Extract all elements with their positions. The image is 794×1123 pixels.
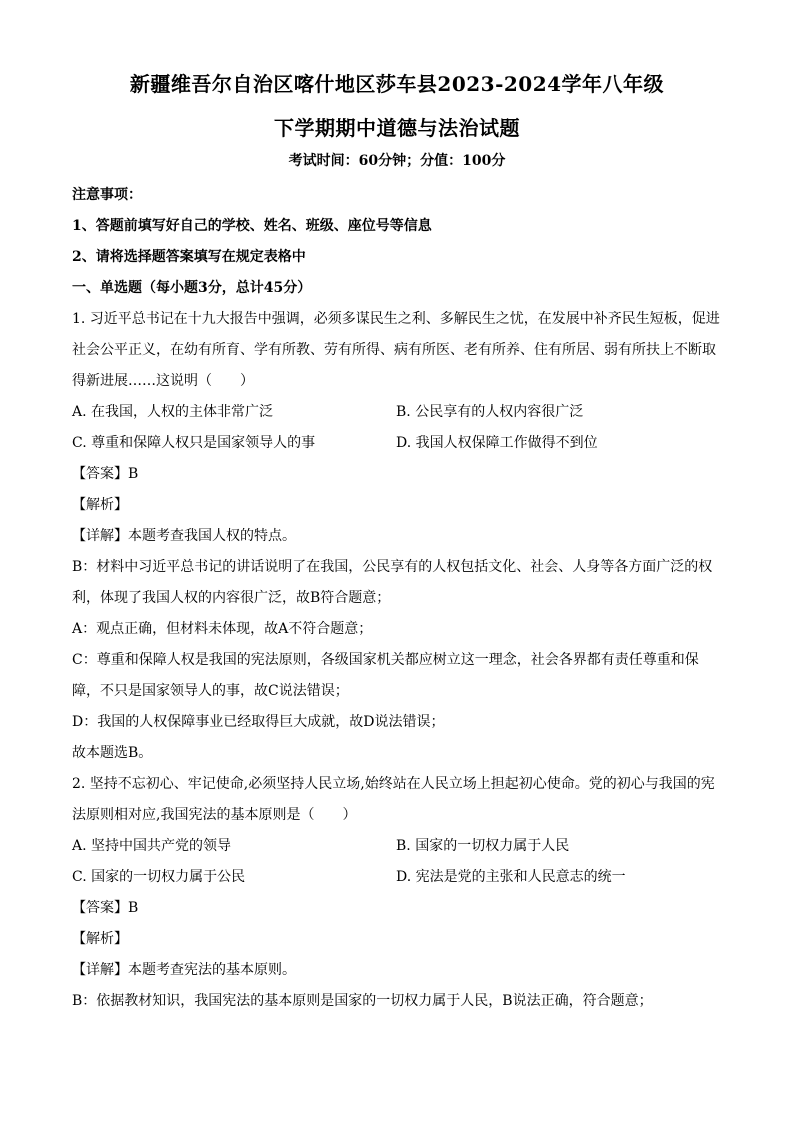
exam-body: [72, 180, 722, 1017]
q1-detail: 【详解】本题考查我国人权的特点。: [72, 528, 296, 544]
q2-stem-line1: 2. 坚持不忘初心、牢记使命,必须坚持人民立场,始终站在人民立场上担起初心使命。党的初心与我国的宪: [72, 776, 715, 792]
q1-option-c: C. 尊重和保障人权只是国家领导人的事: [72, 435, 316, 451]
question-1: [72, 304, 722, 769]
notice-item-1: 1、答题前填写好自己的学校、姓名、班级、座位号等信息: [72, 218, 432, 234]
q1-option-b: B. 公民享有的人权内容很广泛: [396, 404, 584, 420]
q1-analysis-label: 【解析】: [72, 497, 128, 513]
q1-explanation-d: D：我国的人权保障事业已经取得巨大成就，故D说法错误；: [72, 714, 445, 730]
section-heading: 一、单选题（每小题3分，总计45分）: [72, 280, 312, 296]
q2-analysis-label: 【解析】: [72, 931, 128, 947]
q2-options: [72, 831, 722, 893]
q1-explanation-c-line1: C：尊重和保障人权是我国的宪法原则，各级国家机关都应树立这一理念，社会各界都有责任尊重和保: [72, 652, 699, 668]
q1-conclusion: 故本题选B。: [72, 745, 153, 761]
q2-answer: 【答案】B: [72, 900, 139, 916]
q1-option-d: D. 我国人权保障工作做得不到位: [396, 435, 598, 451]
exam-info: 考试时间：60分钟；分值：100分: [288, 153, 506, 169]
q1-explanation-c-line2: 障，不只是国家领导人的事，故C说法错误；: [72, 683, 349, 699]
q1-options: [72, 397, 722, 459]
notice-heading: 注意事项：: [72, 187, 142, 203]
q2-detail: 【详解】本题考查宪法的基本原则。: [72, 962, 296, 978]
q1-stem-line1: 1. 习近平总书记在十九大报告中强调，必须多谋民生之利、多解民生之忧，在发展中补齐民生短板，促进: [72, 311, 720, 327]
q1-explanation-a: A：观点正确，但材料未体现，故A不符合题意；: [72, 621, 373, 637]
exam-title-line1: 新疆维吾尔自治区喀什地区莎车县2023-2024学年八年级: [129, 72, 665, 96]
q2-explanation-b: B：依据教材知识，我国宪法的基本原则是国家的一切权力属于人民，B说法正确，符合题意；: [72, 993, 653, 1009]
q2-stem-line2: 法原则相对应,我国宪法的基本原则是（ ）: [72, 807, 357, 823]
q1-option-a: A. 在我国，人权的主体非常广泛: [72, 404, 274, 420]
q2-option-c: C. 国家的一切权力属于公民: [72, 869, 246, 885]
q1-stem-line2: 社会公平正义，在幼有所育、学有所教、劳有所得、病有所医、老有所养、住有所居、弱有所扶上不断取: [72, 342, 716, 358]
q2-option-d: D. 宪法是党的主张和人民意志的统一: [396, 869, 626, 885]
q1-stem-line3: 得新进展……这说明（ ）: [72, 373, 254, 389]
notice-item-2: 2、请将选择题答案填写在规定表格中: [72, 249, 306, 265]
exam-title-line2: 下学期期中道德与法治试题: [274, 116, 520, 140]
question-2: [72, 769, 722, 1017]
q1-explanation-b-line2: 利，体现了我国人权的内容很广泛，故B符合题意；: [72, 590, 391, 606]
q2-option-b: B. 国家的一切权力属于人民: [396, 838, 570, 854]
q1-answer: 【答案】B: [72, 466, 139, 482]
q1-explanation-b-line1: B：材料中习近平总书记的讲话说明了在我国，公民享有的人权包括文化、社会、人身等各方面广泛的权: [72, 559, 713, 575]
q2-option-a: A. 坚持中国共产党的领导: [72, 838, 232, 854]
